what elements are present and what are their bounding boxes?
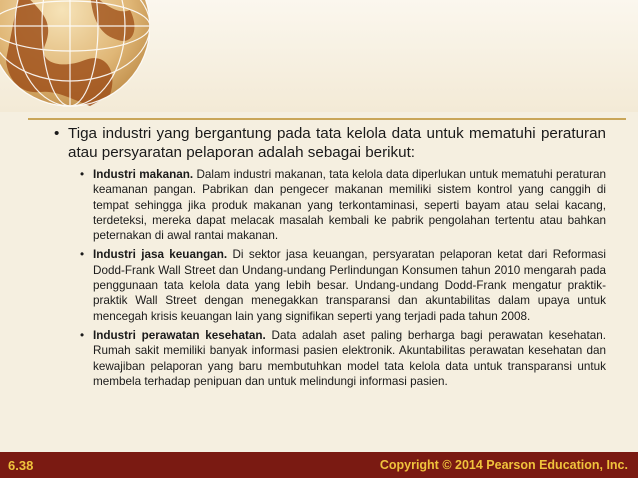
main-bullet bbox=[54, 124, 606, 162]
item-text: Data adalah aset paling berharga bagi perawatan kesehatan. Rumah sakit memiliki banyak informasi pasien elektronik. Akuntabilitas perawatan kesehatan dan kewajiban pelaporan yang baru membutuhkan model tata kelola data untuk transparansi untuk membela terhadap penipuan dan untuk melindungi informasi pasien. bbox=[93, 328, 606, 388]
item-title: Industri makanan. bbox=[93, 168, 194, 181]
footer-bar bbox=[0, 452, 638, 478]
list-item-finance bbox=[80, 247, 606, 323]
bullet-dot: • bbox=[80, 168, 85, 181]
item-text: Dalam industri makanan, tata kelola data diperlukan untuk mematuhi peraturan keamanan pangan. Pabrikan dan pengecer makanan memiliki sistem kontrol yang canggih di tempat sehingga jika produk makanan yang terkontaminasi, seperti bayam atau selai kacang, terdeteksi, mereka dapat melacak masalah kembali ke pabrik pengolahan tertentu atau bahkan peternakan di awal rantai makanan. bbox=[93, 168, 606, 243]
bullet-dot: • bbox=[80, 328, 85, 342]
sub-bullet-list bbox=[54, 167, 606, 389]
item-title: Industri jasa keuangan. bbox=[93, 248, 228, 262]
bullet-dot: • bbox=[80, 248, 85, 262]
globe-icon bbox=[0, 0, 150, 112]
bullet-dot: • bbox=[54, 125, 60, 142]
list-item-food bbox=[80, 167, 606, 243]
item-title: Industri perawatan kesehatan. bbox=[93, 328, 266, 342]
item-text: Di sektor jasa keuangan, persyaratan pelaporan ketat dari Reformasi Dodd-Frank Wall Street dan Undang-undang Perlindungan Konsumen tahun 2010 mengarah pada penggunaan tata kelola data yang lebih besar. Undang-undang Dodd-Frank mengatur praktik-praktik Wall Street dengan menegakkan transparansi dan akuntabilitas dalam upaya untuk mencegah krisis keuangan lain yang signifikan seperti yang terjadi pada tahun 2008. bbox=[93, 248, 606, 323]
list-item-healthcare bbox=[80, 328, 606, 389]
copyright-text: Copyright © 2014 Pearson Education, Inc. bbox=[379, 458, 628, 472]
slide-body bbox=[54, 124, 606, 393]
page-number: 6.38 bbox=[8, 458, 34, 473]
divider-rule bbox=[28, 118, 626, 120]
main-bullet-text: Tiga industri yang bergantung pada tata kelola data untuk mematuhi peraturan atau persyaratan pelaporan adalah sebagai berikut: bbox=[68, 125, 606, 161]
